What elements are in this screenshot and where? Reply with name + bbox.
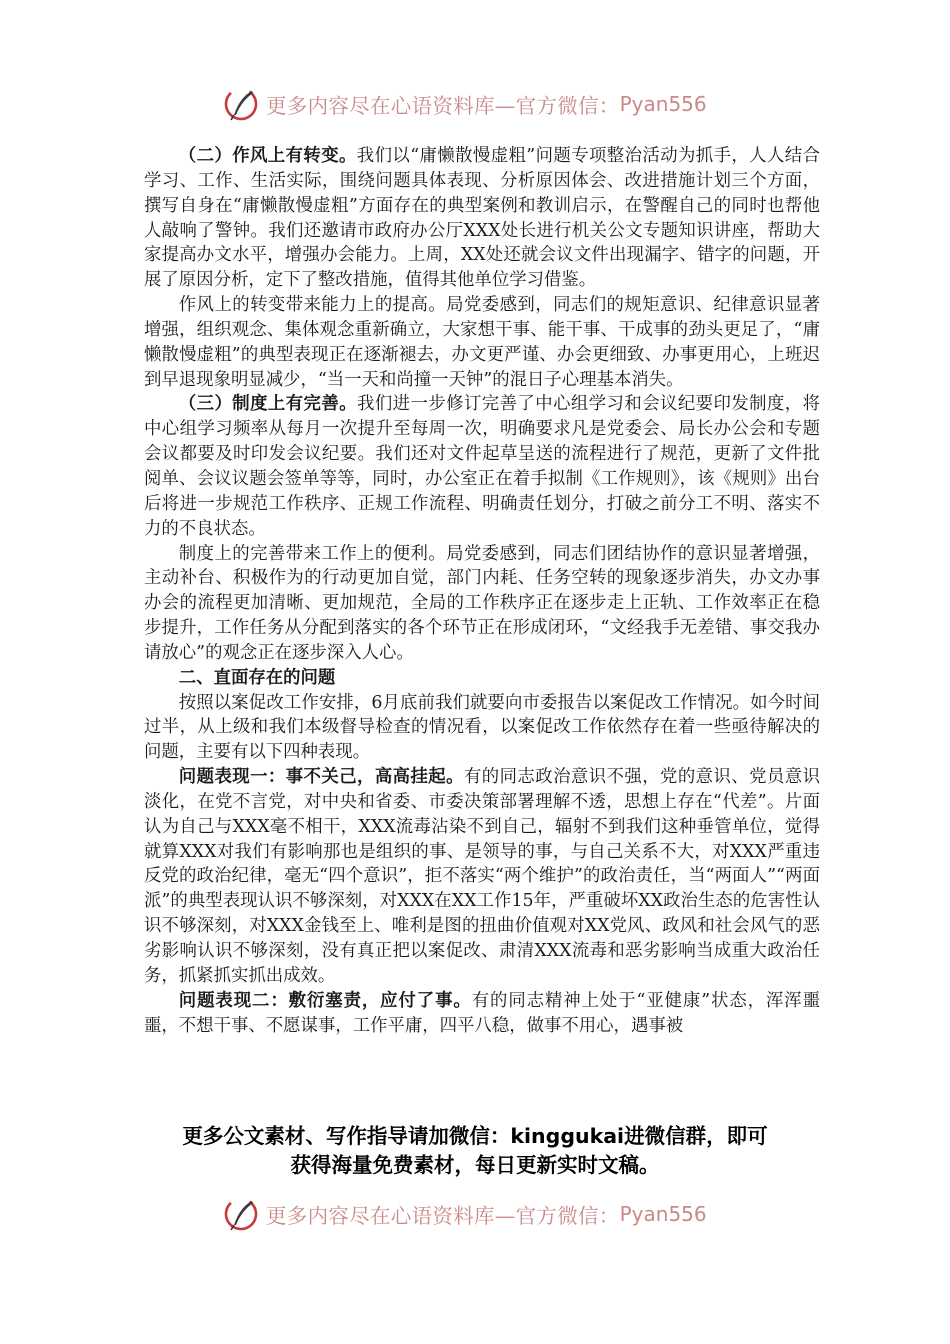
banner-text: 更多内容尽在心语资料库—官方微信： (266, 1204, 620, 1228)
promo-notice (60, 1122, 890, 1180)
paragraph-work-convenience (144, 542, 820, 666)
paragraph-body: 有的同志政治意识不强，党的意识、党员意识淡化，在党不言党，对中央和省委、市委决策部署理解不透，思想上存在“代差”。片面认为自己与XXX毫不相干，XXX流毒沾染不到自己，辐射不到我们这种垂管单位，觉得就算XXX对我们有影响那也是组织的事、是领导的事，与自己关系不大，对XXX严重违反党的政治纪律，毫无“四个意识”，拒不落实“两个维护”的政治责任，当“两面人”“两面派”的典型表现认识不够深刻，对XXX在XX工作15年，严重破坏XX政治生态的危害性认识不够深刻，对XXX金钱至上、唯利是图的扭曲价值观对XX党风、政风和社会风气的恶劣影响认识不够深刻，没有真正把以案促改、肃清XXX流毒和恶劣影响当成重大政治任务，抓紧抓实抓出成效。 (144, 767, 820, 986)
paragraph-lead: （二）作风上有转变。 (178, 146, 357, 166)
paragraph-body: 作风上的转变带来能力上的提高。局党委感到，同志们的规矩意识、纪律意识显著增强，组织观念、集体观念重新确立，大家想干事、能干事、干成事的劲头更足了，“庸懒散慢虚粗”的典型表现正在逐渐褪去，办文更严谨、办会更细致、办事更用心，上班迟到早退现象明显减少，“当一天和尚撞一天钟”的混日子心理基本消失。 (144, 295, 820, 390)
banner-text: 更多内容尽在心语资料库—官方微信： (266, 94, 620, 118)
paragraph-problems-intro (144, 691, 820, 766)
header-banner (222, 84, 742, 124)
paragraph-ability-improvement (144, 293, 820, 392)
quill-pen-logo-icon (222, 1195, 260, 1233)
paragraph-body: 我们以“庸懒散慢虚粗”问题专项整治活动为抓手，人人结合学习、工作、生活实际，围绕问题具体表现、分析原因体会、改进措施计划三个方面，撰写自身在“庸懒散慢虚粗”方面存在的典型案例和教训启示，在警醒自己的同时也帮他人敲响了警钟。我们还邀请市政府办公厅XXX处长进行机关公文专题知识讲座，帮助大家提高办文水平，增强办会能力。上周，XX处还就会议文件出现漏字、错字的问题，开展了原因分析，定下了整改措施，值得其他单位学习借鉴。 (144, 146, 820, 291)
banner-wechat-id: Pyan556 (619, 1202, 707, 1226)
paragraph-lead: 问题表现二：敷衍塞责，应付了事。 (178, 990, 472, 1011)
paragraph-body: 制度上的完善带来工作上的便利。局党委感到，同志们团结协作的意识显著增强，主动补台、积极作为的行动更加自觉，部门内耗、任务空转的现象逐步消失，办文办事办会的流程更加清晰、更加规范，全局的工作秩序正在逐步走上正轨、工作效率正在稳步提升，工作任务从分配到落实的各个环节正在形成闭环，“文经我手无差错、事交我办请放心”的观念正在逐步深入人心。 (144, 543, 820, 663)
promo-line-1: 更多公文素材、写作指导请加微信：kinggukai进微信群，即可 (182, 1124, 768, 1148)
paragraph-lead: 问题表现一：事不关己，高高挂起。 (178, 767, 464, 788)
quill-pen-logo-icon (222, 85, 260, 123)
footer-banner (222, 1194, 742, 1234)
paragraph-system-improvement (144, 392, 820, 541)
paragraph-lead: （三）制度上有完善。 (178, 394, 358, 415)
paragraph-body: 有的同志精神上处于“亚健康”状态，浑浑噩噩，不想干事、不愿谋事，工作平庸，四平八稳，做事不用心，遇事被 (144, 990, 820, 1036)
paragraph-body: 按照以案促改工作安排，6月底前我们就要向市委报告以案促改工作情况。如今时间过半，从上级和我们本级督导检查的情况看，以案促改工作依然存在着一些亟待解决的问题，主要有以下四种表现。 (144, 692, 820, 763)
paragraph-body: 我们进一步修订完善了中心组学习和会议纪要印发制度，将中心组学习频率从每月一次提升至每周一次，明确要求凡是党委会、局长办公会和专题会议都要及时印发会议纪要。我们还对文件起草呈送的流程进行了规范，更新了文件批阅单、会议议题会签单等等，同时，办公室正在着手拟制《工作规则》，该《规则》出台后将进一步规范工作秩序、正规工作流程、明确责任划分，打破之前分工不明、落实不力的不良状态。 (144, 394, 820, 539)
section-heading-problems: 二、直面存在的问题 (178, 667, 336, 688)
document-body (144, 144, 820, 1038)
promo-line-2: 获得海量免费素材，每日更新实时文稿。 (290, 1153, 660, 1177)
paragraph-problem-two (144, 989, 820, 1039)
paragraph-problem-one (144, 765, 820, 989)
paragraph-style-change (144, 144, 820, 293)
banner-wechat-id: Pyan556 (619, 92, 707, 116)
